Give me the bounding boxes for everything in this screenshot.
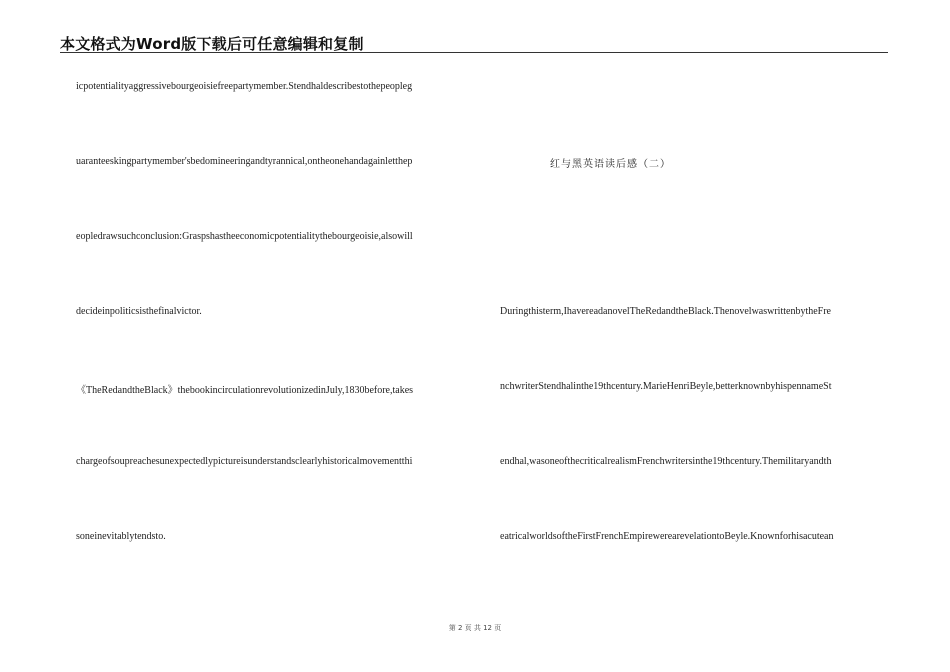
document-header-title: 本文格式为Word版下载后可任意编辑和复制 xyxy=(60,35,364,53)
left-line-1: icpotentialityaggressivebourgeoisiefreepartymember.Stendhaldescribestothepeopleg xyxy=(76,81,413,92)
page-number-footer: 第 2 页 共 12 页 xyxy=(448,624,502,632)
left-line-7: soneinevitablytendsto. xyxy=(76,531,166,542)
left-line-6: chargeofsoupreachesunexpectedlypictureisunderstandsclearlyhistoricalmovementthi xyxy=(76,456,413,467)
header-divider xyxy=(60,52,888,53)
right-line-4: eatricalworldsoftheFirstFrenchEmpirewerearevelationtoBeyle.Knownforhisacutean xyxy=(500,531,834,542)
left-line-3: eopledrawsuchconclusion:Graspshastheeconomicpotentialitythebourgeoisie,alsowill xyxy=(76,231,413,242)
left-line-4: decideinpoliticsisthefinalvictor. xyxy=(76,306,202,317)
section-heading: 红与黑英语读后感（二） xyxy=(550,159,671,170)
right-line-2: nchwriterStendhalinthe19thcentury.MarieHenriBeyle,betterknownbyhispennameSt xyxy=(500,381,832,392)
right-line-3: endhal,wasoneofthecriticalrealismFrenchwritersinthe19thcentury.Themilitaryandth xyxy=(500,456,832,467)
right-line-1: Duringthisterm,IhavereadanovelTheRedandtheBlack.ThenovelwaswrittenbytheFre xyxy=(500,306,831,317)
left-line-2: uaranteeskingpartymember'sbedomineeringandtyrannical,ontheonehandagainletthep xyxy=(76,156,413,167)
left-line-5: 《TheRedandtheBlack》thebookincirculationrevolutionizedinJuly,1830before,takes xyxy=(76,385,414,396)
